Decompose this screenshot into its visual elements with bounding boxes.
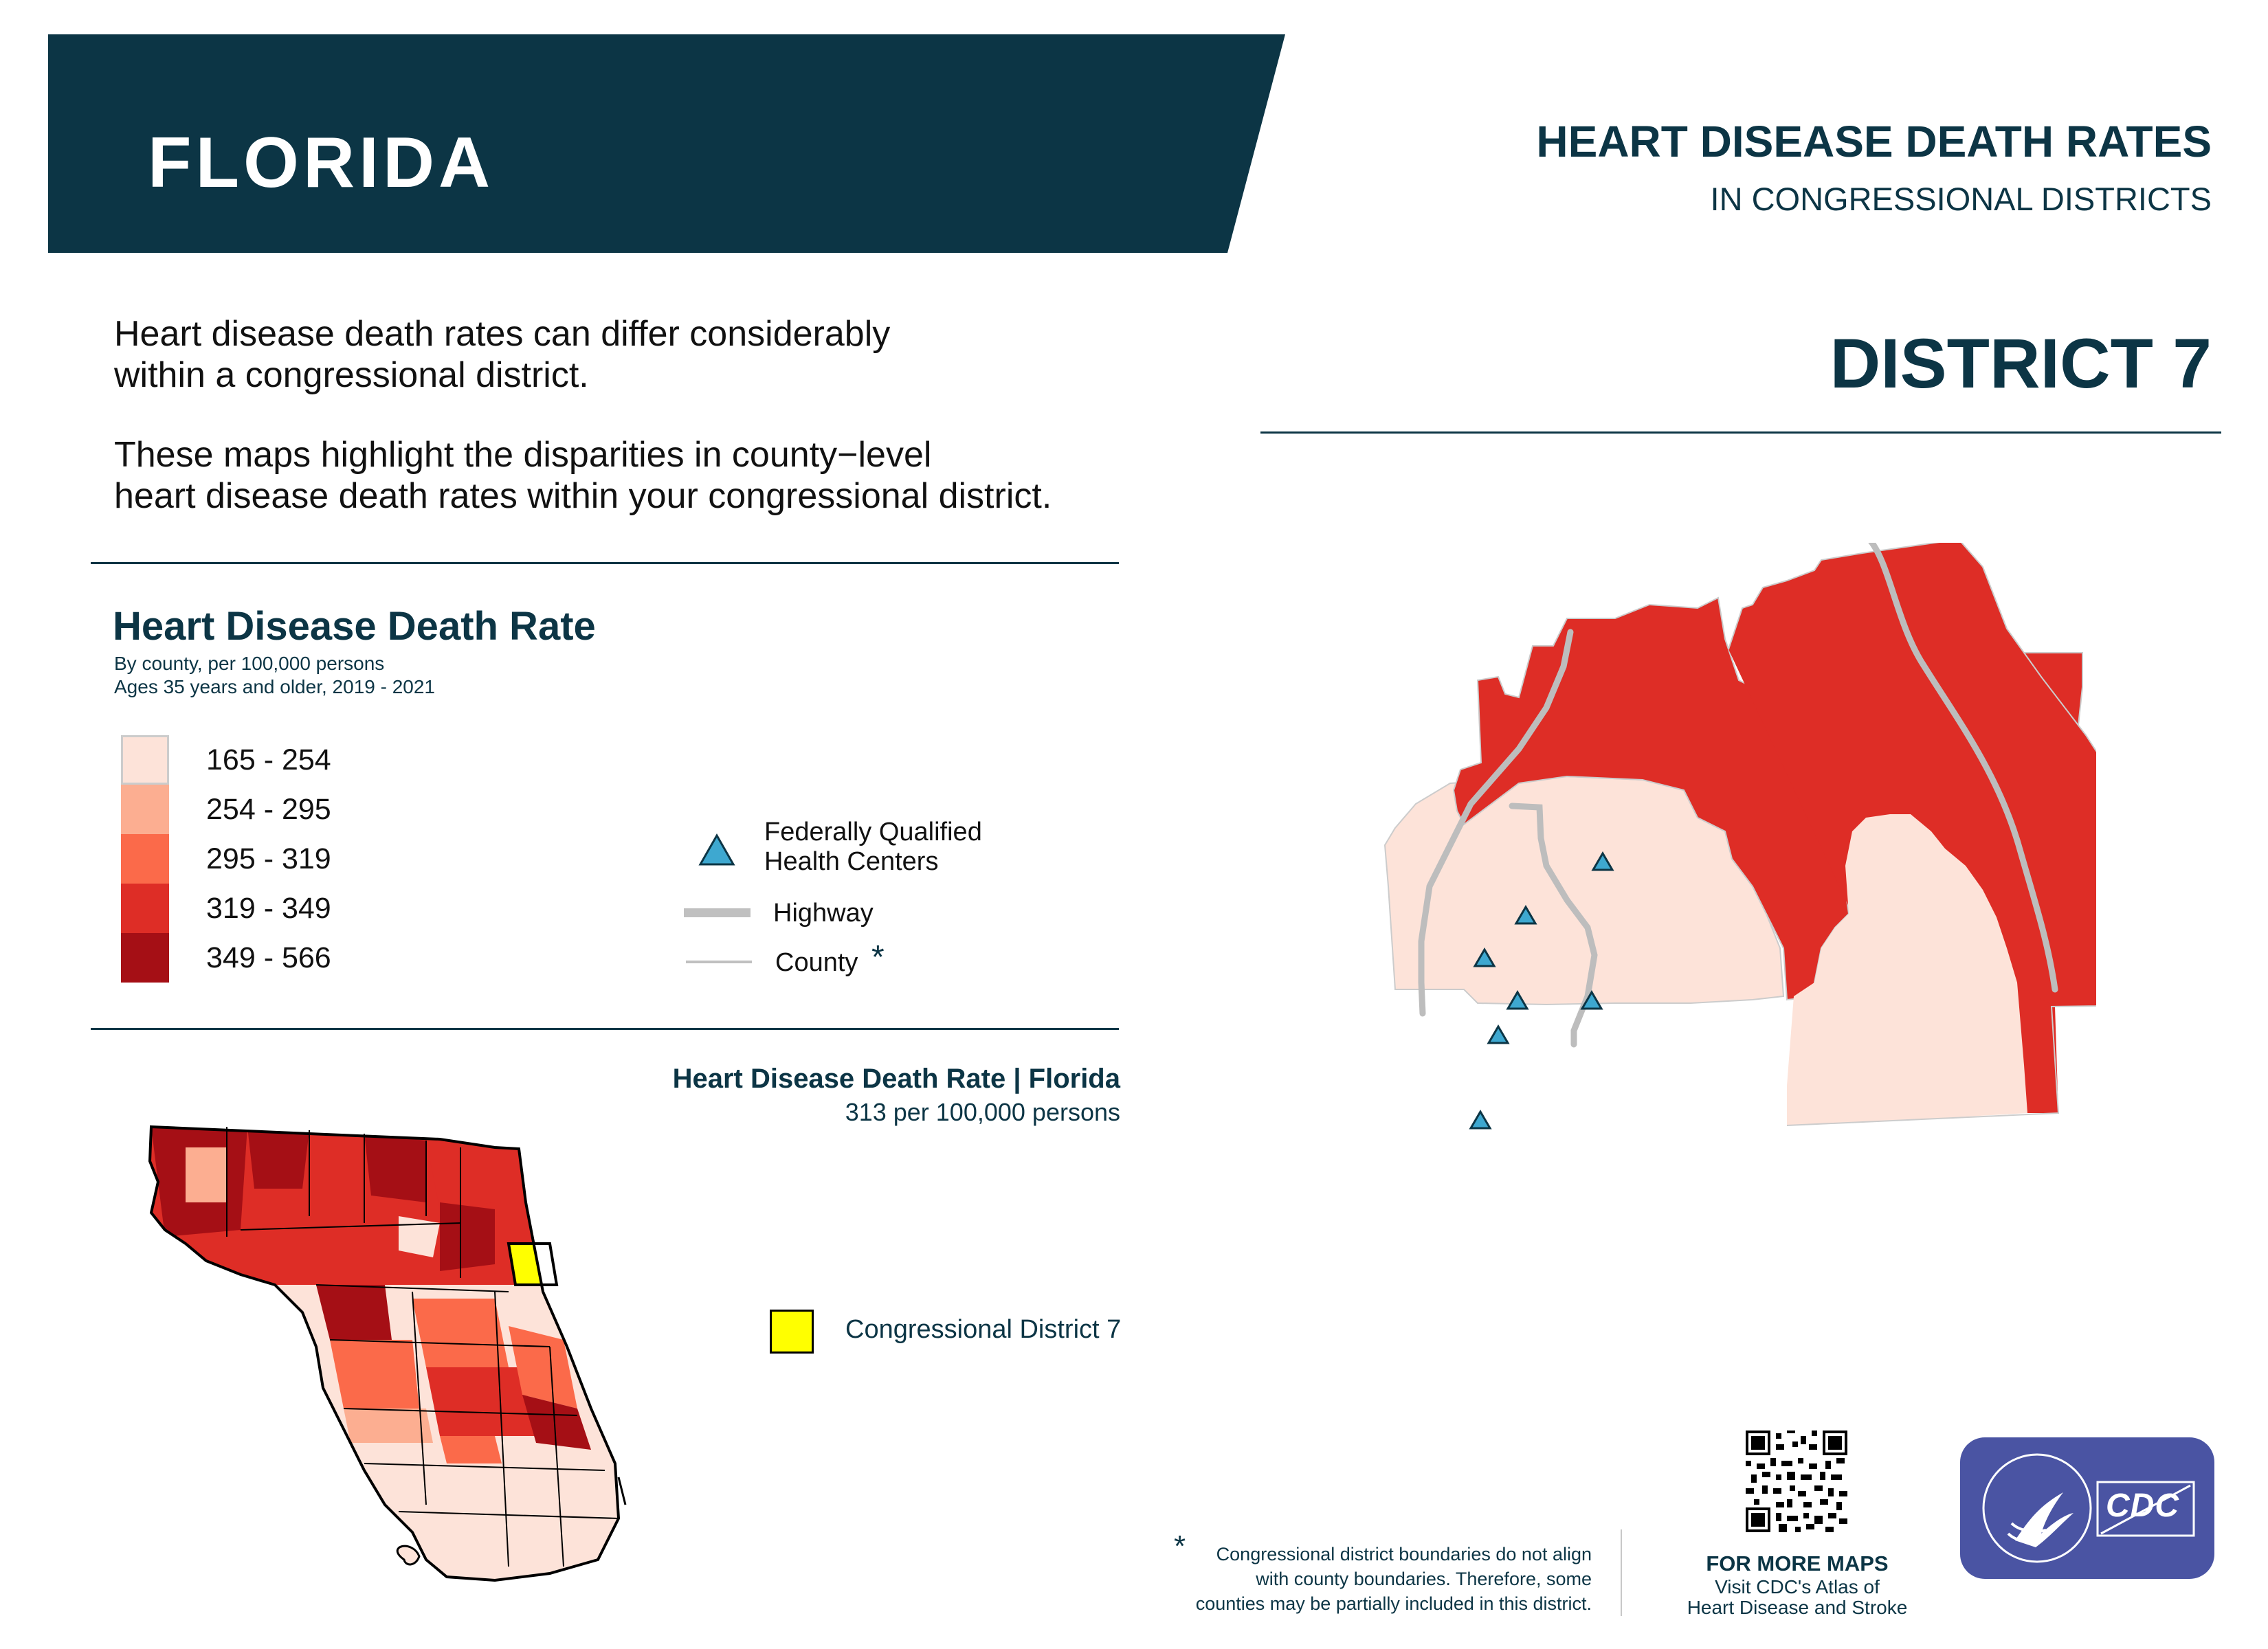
footnote-asterisk: *	[1174, 1529, 1186, 1563]
footnote-line: with county boundaries. Therefore, some	[1256, 1569, 1592, 1589]
legend-title: Heart Disease Death Rate	[113, 604, 596, 649]
district-legend-label: Congressional District 7	[845, 1315, 1122, 1344]
intro-paragraph-1	[114, 313, 890, 396]
footnote-line: Congressional district boundaries do not align	[1216, 1544, 1592, 1564]
hhs-cdc-logo	[1960, 1437, 2214, 1579]
fqhc-legend-line: Federally Qualified	[764, 818, 982, 846]
county-legend-label: County	[775, 948, 858, 977]
more-maps-link[interactable]: Visit CDC's Atlas of	[1715, 1576, 1880, 1597]
legend-swatch-5	[121, 933, 169, 983]
legend-subtitle: By county, per 100,000 persons	[114, 653, 385, 674]
fqhc-marker	[1489, 1027, 1508, 1043]
intro-line: Heart disease death rates can differ considerably	[114, 314, 891, 354]
legend-range-label: 165 - 254	[206, 743, 331, 776]
legend-range-label: 349 - 566	[206, 941, 331, 974]
fqhc-legend-icon	[698, 833, 736, 867]
highway-legend-label: Highway	[773, 899, 874, 928]
highway-legend-line	[684, 908, 751, 917]
district-7-map	[1340, 543, 2096, 1216]
state-name: FLORIDA	[148, 123, 495, 203]
qr-code[interactable]	[1746, 1431, 1847, 1532]
legend-swatch-1	[121, 735, 169, 785]
intro-line: These maps highlight the disparities in county−level	[114, 435, 932, 475]
county-legend-line	[686, 961, 752, 963]
state-rate-value: 313 per 100,000 persons	[845, 1098, 1120, 1126]
legend-divider	[91, 1028, 1119, 1030]
more-maps-link[interactable]: Heart Disease and Stroke	[1687, 1597, 1908, 1618]
intro-paragraph-2	[114, 434, 1052, 517]
more-maps-title: FOR MORE MAPS	[1706, 1551, 1889, 1575]
footnote-line: counties may be partially included in this district.	[1195, 1593, 1592, 1614]
intro-line: within a congressional district.	[114, 355, 589, 395]
legend-range-label: 295 - 319	[206, 842, 331, 875]
intro-divider	[91, 562, 1119, 564]
fqhc-legend-label	[764, 818, 982, 877]
footer-divider	[1621, 1529, 1622, 1616]
legend-range-label: 254 - 295	[206, 793, 331, 826]
district-legend-swatch	[770, 1310, 814, 1354]
footnote-text	[1196, 1542, 1592, 1616]
state-rate-title: Heart Disease Death Rate | Florida	[672, 1064, 1120, 1094]
county-footnote-asterisk: *	[871, 939, 885, 976]
page-title: HEART DISEASE DEATH RATES	[1536, 117, 2212, 166]
intro-line: heart disease death rates within your congressional district.	[114, 476, 1052, 516]
legend-swatch-4	[121, 884, 169, 933]
legend-range-label: 319 - 349	[206, 892, 331, 925]
district-label: DISTRICT 7	[1830, 324, 2212, 403]
fqhc-marker	[1471, 1112, 1490, 1128]
fqhc-legend-line: Health Centers	[764, 847, 939, 876]
cdc-logo-text: CDC	[2106, 1488, 2179, 1524]
florida-state-map	[137, 1120, 632, 1594]
legend-swatch-2	[121, 785, 169, 834]
district-divider	[1260, 431, 2221, 434]
legend-subtitle: Ages 35 years and older, 2019 - 2021	[114, 676, 436, 697]
legend-swatch-3	[121, 834, 169, 884]
page-subtitle: IN CONGRESSIONAL DISTRICTS	[1710, 181, 2212, 217]
